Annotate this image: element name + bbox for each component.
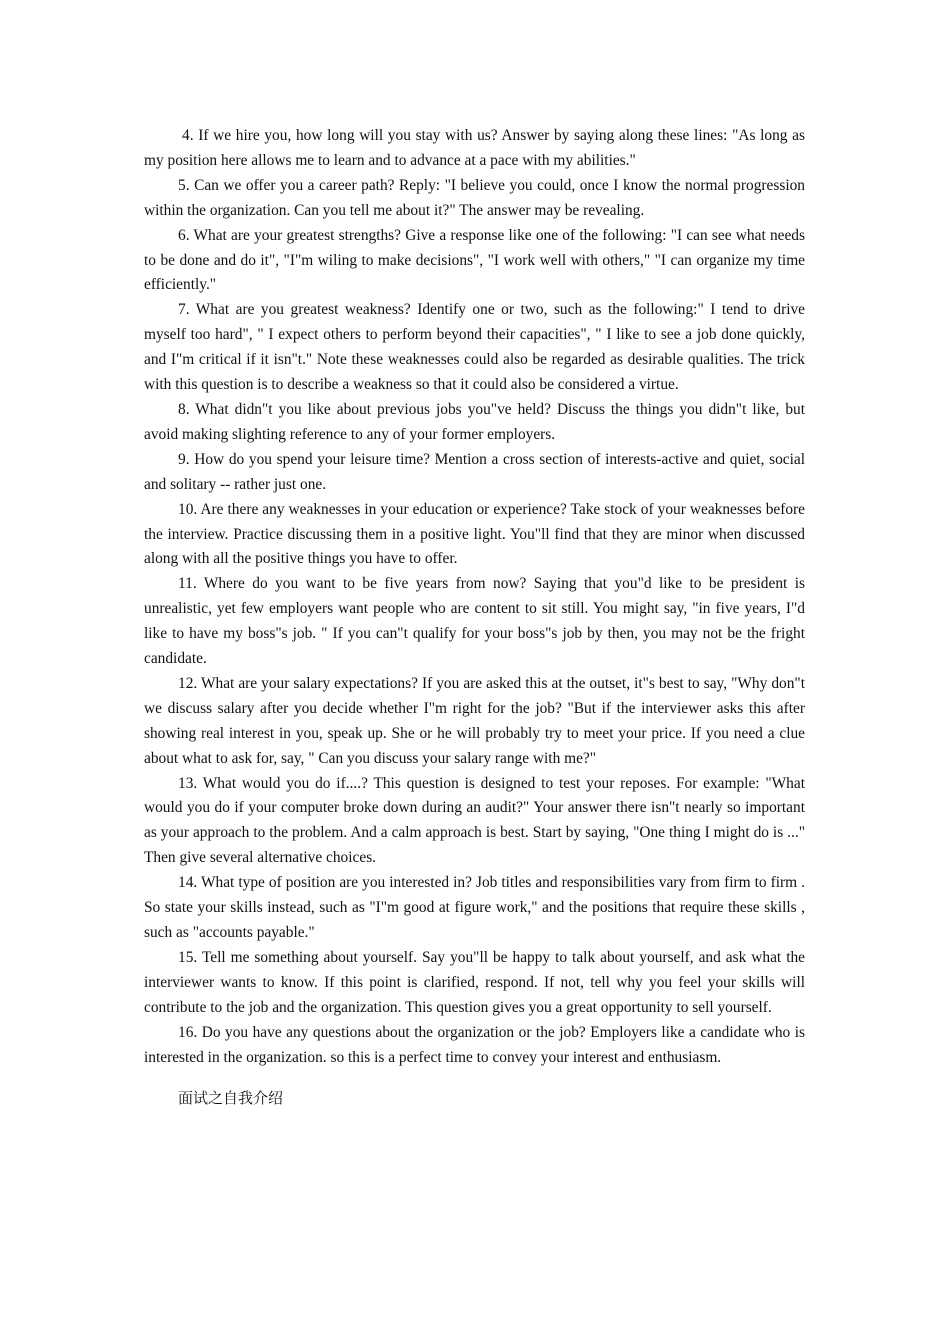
section-heading: 面试之自我介绍 xyxy=(178,1089,284,1108)
paragraph-q5: 5. Can we offer you a career path? Reply: "I believe you could, once I know the normal progression within the organization. Can you tell me about it?" The answer may be revealing. xyxy=(144,176,805,219)
paragraph-q12: 12. What are your salary expectations? If you are asked this at the outset, it"s best to say, "Why don"t we discuss salary after you decide whether I"m right for the job? "But if the interviewer asks this after showing real interest in you, speak up. She or he will probably try to meet your price. If you need a clue about what to ask for, say, " Can you discuss your salary range with me?" xyxy=(144,674,805,767)
paragraph-q11: 11. Where do you want to be five years from now? Saying that you"d like to be president is unrealistic, yet few employers want people who are content to sit still. You might say, "in five years, I"d like to have my boss"s job. " If you can"t qualify for your boss"s job by then, you may not be the fright candidate. xyxy=(144,575,805,668)
document-body xyxy=(144,124,805,1110)
paragraph-q8: 8. What didn"t you like about previous jobs you"ve held? Discuss the things you didn"t like, but avoid making slighting reference to any of your former employers. xyxy=(144,400,805,443)
paragraph-q4: 4. If we hire you, how long will you stay with us? Answer by saying along these lines: "As long as my position here allows me to learn and to advance at a pace with my abilities." xyxy=(144,127,805,169)
paragraph-q6: 6. What are your greatest strengths? Give a response like one of the following: "I can see what needs to be done and do it", "I"m wiling to make decisions", "I work well with others," "I can organize my time efficiently." xyxy=(144,226,805,294)
paragraph-q15: 15. Tell me something about yourself. Say you"ll be happy to talk about yourself, and ask what the interviewer wants to know. If this point is clarified, respond. If not, tell why you feel your skills will contribute to the job and the organization. This question gives you a great opportunity to sell yourself. xyxy=(144,948,805,1016)
paragraph-q9: 9. How do you spend your leisure time? Mention a cross section of interests-active and quiet, social and solitary -- rather just one. xyxy=(144,450,805,493)
paragraph-q13: 13. What would you do if....? This question is designed to test your reposes. For example: "What would you do if your computer broke down during an audit?" Your answer there isn"t nearly so important as your approach to the problem. And a calm approach is best. Start by saying, "One thing I might do is ..." Then give several alternative choices. xyxy=(144,774,805,867)
paragraph-q7: 7. What are you greatest weakness? Identify one or two, such as the following:" I tend to drive myself too hard", " I expect others to perform beyond their capacities", " I like to see a job done quickly, and I"m critical if it isn"t." Note these weaknesses could also be regarded as desirable qualities. The trick with this question is to describe a weakness so that it could also be considered a virtue. xyxy=(144,301,805,394)
paragraph-q16: 16. Do you have any questions about the organization or the job? Employers like a candidate who is interested in the organization. so this is a perfect time to convey your interest and enthusiasm. xyxy=(144,1023,805,1066)
paragraph-q14: 14. What type of position are you interested in? Job titles and responsibilities vary from firm to firm . So state your skills instead, such as "I"m good at figure work," and the positions that require these skills , such as "accounts payable." xyxy=(144,874,805,941)
paragraph-q10: 10. Are there any weaknesses in your education or experience? Take stock of your weaknesses before the interview. Practice discussing them in a positive light. You"ll find that they are minor when discussed along with all the positive things you have to offer. xyxy=(144,500,805,568)
